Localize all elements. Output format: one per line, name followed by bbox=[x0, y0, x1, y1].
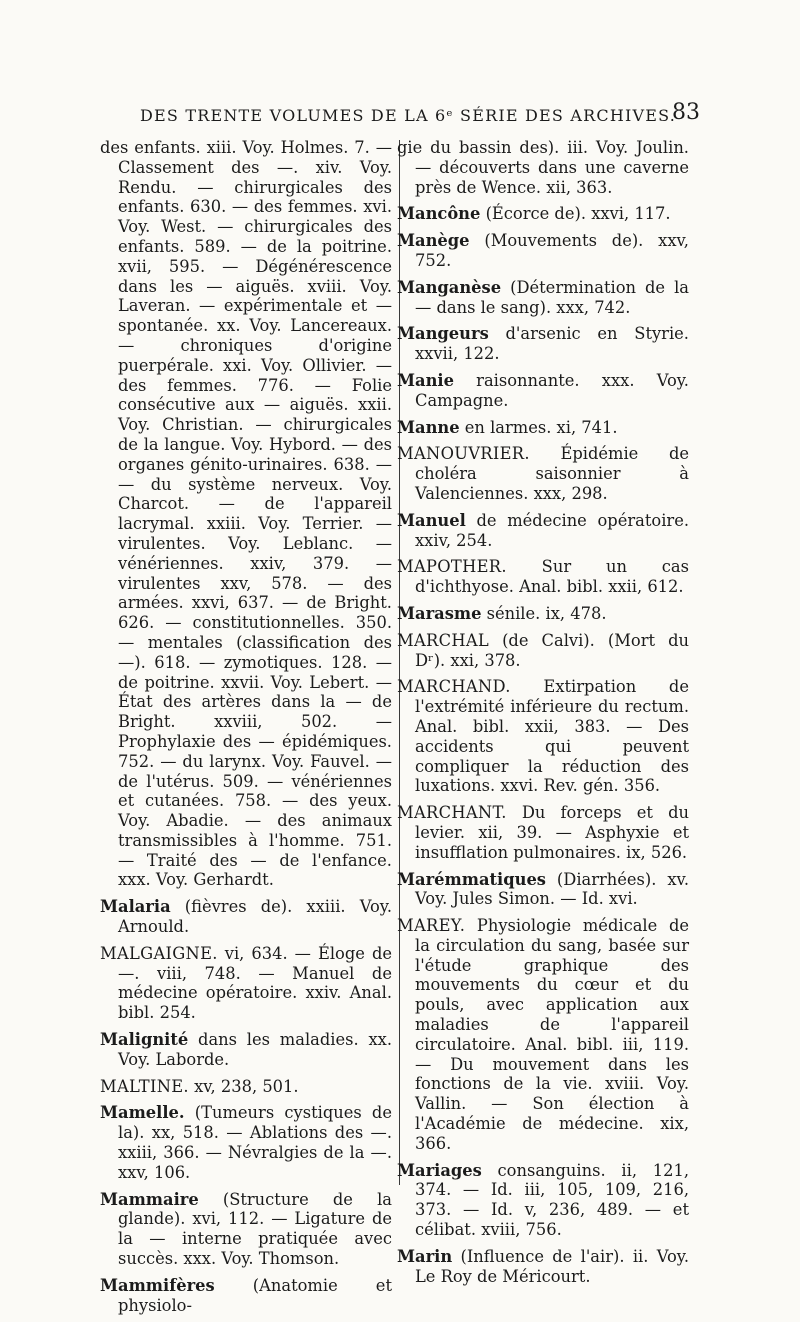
entry-text: (Écorce de). xxvi, 117. bbox=[480, 204, 671, 224]
index-entry bbox=[397, 803, 689, 862]
entry-headword: Mamelle. bbox=[100, 1103, 185, 1123]
entry-headword: Mancône bbox=[397, 204, 481, 224]
index-entry bbox=[397, 557, 689, 597]
entry-headword: Malignité bbox=[100, 1030, 189, 1050]
index-entry bbox=[397, 324, 689, 364]
index-entry bbox=[397, 604, 689, 624]
left-column bbox=[100, 138, 392, 1322]
entry-headword: Marémmatiques bbox=[397, 869, 546, 889]
entry-headword: MARCHANT. bbox=[397, 803, 507, 823]
entry-text: (Anatomie et physiolo- bbox=[118, 1275, 392, 1315]
entry-headword: Manganèse bbox=[397, 277, 502, 297]
index-entry bbox=[100, 1276, 392, 1316]
entry-headword: MARCHAL bbox=[397, 630, 490, 650]
entry-text: gie du bassin des). iii. Voy. Joulin. — découverts dans une caverne près de Wence. xii, 363. bbox=[397, 138, 689, 197]
index-entry bbox=[397, 138, 689, 197]
entry-text: en larmes. xi, 741. bbox=[459, 417, 618, 437]
entry-text: Sur un cas d'ichthyose. Anal. bibl. xxii, 612. bbox=[415, 557, 689, 597]
entry-headword: Manne bbox=[397, 417, 460, 437]
index-entry bbox=[397, 278, 689, 318]
index-entry bbox=[397, 204, 689, 224]
entry-headword: Marasme bbox=[397, 603, 482, 623]
entry-headword: MALTINE. bbox=[100, 1076, 189, 1096]
index-entry bbox=[397, 418, 689, 438]
page-number: 83 bbox=[672, 100, 700, 125]
index-entry bbox=[397, 631, 689, 671]
entry-headword: Marin bbox=[397, 1246, 453, 1266]
entry-text: Physiologie médicale de la circulation du sang, basée sur l'étude graphique des mouvements du cœur et du pouls, avec application aux maladies de l'appareil circulatoire. Anal. bibl. iii, 119. — Du mouvement dans les fonctions de la vie. xviii. Voy. Vallin. — Son élection à l'Académie de médecine. xix, 366. bbox=[415, 916, 689, 1153]
index-entry bbox=[397, 870, 689, 910]
entry-text: (Tumeurs cystiques de la). xx, 518. — Ablations des —. xxiii, 366. — Névralgies de la —. xxv, 106. bbox=[118, 1103, 392, 1182]
entry-headword: MALGAIGNE. bbox=[100, 943, 218, 963]
entry-text: (Diarrhées). xv. Voy. Jules Simon. — Id. xvi. bbox=[415, 869, 689, 909]
index-entry bbox=[100, 897, 392, 937]
entry-text: de médecine opératoire. xxiv, 254. bbox=[415, 510, 689, 550]
entry-headword: Mangeurs bbox=[397, 324, 489, 344]
entry-text: (Influence de l'air). ii. Voy. Le Roy de Méricourt. bbox=[415, 1246, 689, 1286]
entry-text: xv, 238, 501. bbox=[188, 1076, 299, 1096]
entry-text: Épidémie de choléra saisonnier à Valenciennes. xxx, 298. bbox=[415, 444, 689, 503]
entry-headword: Mariages bbox=[397, 1160, 482, 1180]
entry-text: Extirpation de l'extrémité inférieure du rectum. Anal. bibl. xxii, 383. — Des accidents qui peuvent compliquer la réduction des luxations. xxvi. Rev. gén. 356. bbox=[415, 677, 689, 796]
entry-headword: MARCHAND. bbox=[397, 677, 511, 697]
index-entry bbox=[397, 231, 689, 271]
entry-text: (de Calvi). (Mort du Dʳ). xxi, 378. bbox=[415, 630, 689, 670]
entry-text: raisonnante. xxx. Voy. Campagne. bbox=[415, 370, 689, 410]
index-entry bbox=[397, 371, 689, 411]
index-entry bbox=[397, 511, 689, 551]
entry-headword: MAPOTHER. bbox=[397, 557, 507, 577]
entry-text: consanguins. ii, 121, 374. — Id. iii, 105, 109, 216, 373. — Id. v, 236, 489. — et célibat. xviii, 756. bbox=[415, 1160, 689, 1240]
entry-text: d'arsenic en Styrie. xxvii, 122. bbox=[415, 324, 689, 364]
index-entry bbox=[100, 944, 392, 1023]
entry-headword: Mammifères bbox=[100, 1275, 215, 1295]
header-title: DES TRENTE VOLUMES DE LA 6ᵉ SÉRIE DES ARCHIVES. bbox=[140, 106, 677, 125]
index-entry bbox=[100, 1030, 392, 1070]
index-entry bbox=[100, 1103, 392, 1182]
running-header bbox=[140, 100, 700, 132]
entry-text: dans les maladies. xx. Voy. Laborde. bbox=[118, 1030, 392, 1069]
index-entry bbox=[397, 1247, 689, 1287]
entry-headword: MAREY. bbox=[397, 916, 466, 936]
index-entry bbox=[100, 1190, 392, 1269]
entry-text: (Détermination de la — dans le sang). xxx, 742. bbox=[415, 277, 689, 317]
entry-headword: Manie bbox=[397, 370, 454, 390]
index-entry bbox=[100, 1077, 392, 1097]
entry-headword: Malaria bbox=[100, 897, 171, 917]
entry-text: (Structure de la glande). xvi, 112. — Ligature de la — interne pratiquée avec succès. xxx. Voy. Thomson. bbox=[118, 1189, 392, 1269]
entry-text: Du forceps et du levier. xii, 39. — Asphyxie et insufflation pulmonaires. ix, 526. bbox=[415, 803, 689, 862]
index-entry bbox=[397, 444, 689, 503]
entry-text: (Mouvements de). xxv, 752. bbox=[415, 231, 689, 270]
index-entry bbox=[397, 677, 689, 796]
right-column bbox=[397, 138, 689, 1293]
entry-headword: Manuel bbox=[397, 510, 466, 530]
entry-headword: Mammaire bbox=[100, 1189, 199, 1209]
entry-text: (fièvres de). xxiii. Voy. Arnould. bbox=[118, 897, 392, 937]
entry-text: sénile. ix, 478. bbox=[481, 603, 607, 623]
index-entry bbox=[397, 1161, 689, 1240]
entry-text: des enfants. xiii. Voy. Holmes. 7. — Classement des —. xiv. Voy. Rendu. — chirurgicales des enfants. 630. — des femmes. xvi. Voy. West. — chirurgicales des enfants. 589. — de la poitrine. xvii, 595. — Dégénérescence dans les — aiguës. xviii. Voy. Laveran. — expérimentale et — spontanée. xx. Voy. Lancereaux. — chroniques d'origine puerpérale. xxi. Voy. Ollivier. — des femmes. 776. — Folie consécutive aux — aiguës. xxii. Voy. Christian. — chirurgicales de la langue. Voy. Hybord. — des organes génito-urinaires. 638. — — du système nerveux. Voy. Charcot. — de l'appareil lacrymal. xxiii. Voy. Terrier. — virulentes. Voy. Leblanc. — vénériennes. xxiv, 379. — virulentes xxv, 578. — des armées. xxvi, 637. — de Bright. 626. — constitutionnelles. 350. — mentales (classification des —). 618. — zymotiques. 128. — de poitrine. xxvii. Voy. Lebert. — État des artères dans la — de Bright. xxviii, 502. — Prophylaxie des — épidémiques. 752. — du larynx. Voy. Fauvel. — de l'utérus. 509. — vénériennes et cutanées. 758. — des yeux. Voy. Abadie. — des animaux transmissibles à l'homme. 751. — Traité des — de l'enfance. xxx. Voy. Gerhardt. bbox=[100, 138, 392, 890]
index-entry bbox=[100, 138, 392, 890]
entry-headword: Manège bbox=[397, 231, 470, 251]
entry-headword: MANOUVRIER. bbox=[397, 444, 530, 464]
index-entry bbox=[397, 916, 689, 1154]
entry-text: vi, 634. — Éloge de —. viii, 748. — Manuel de médecine opératoire. xxiv. Anal. bibl. 254. bbox=[118, 943, 392, 1023]
